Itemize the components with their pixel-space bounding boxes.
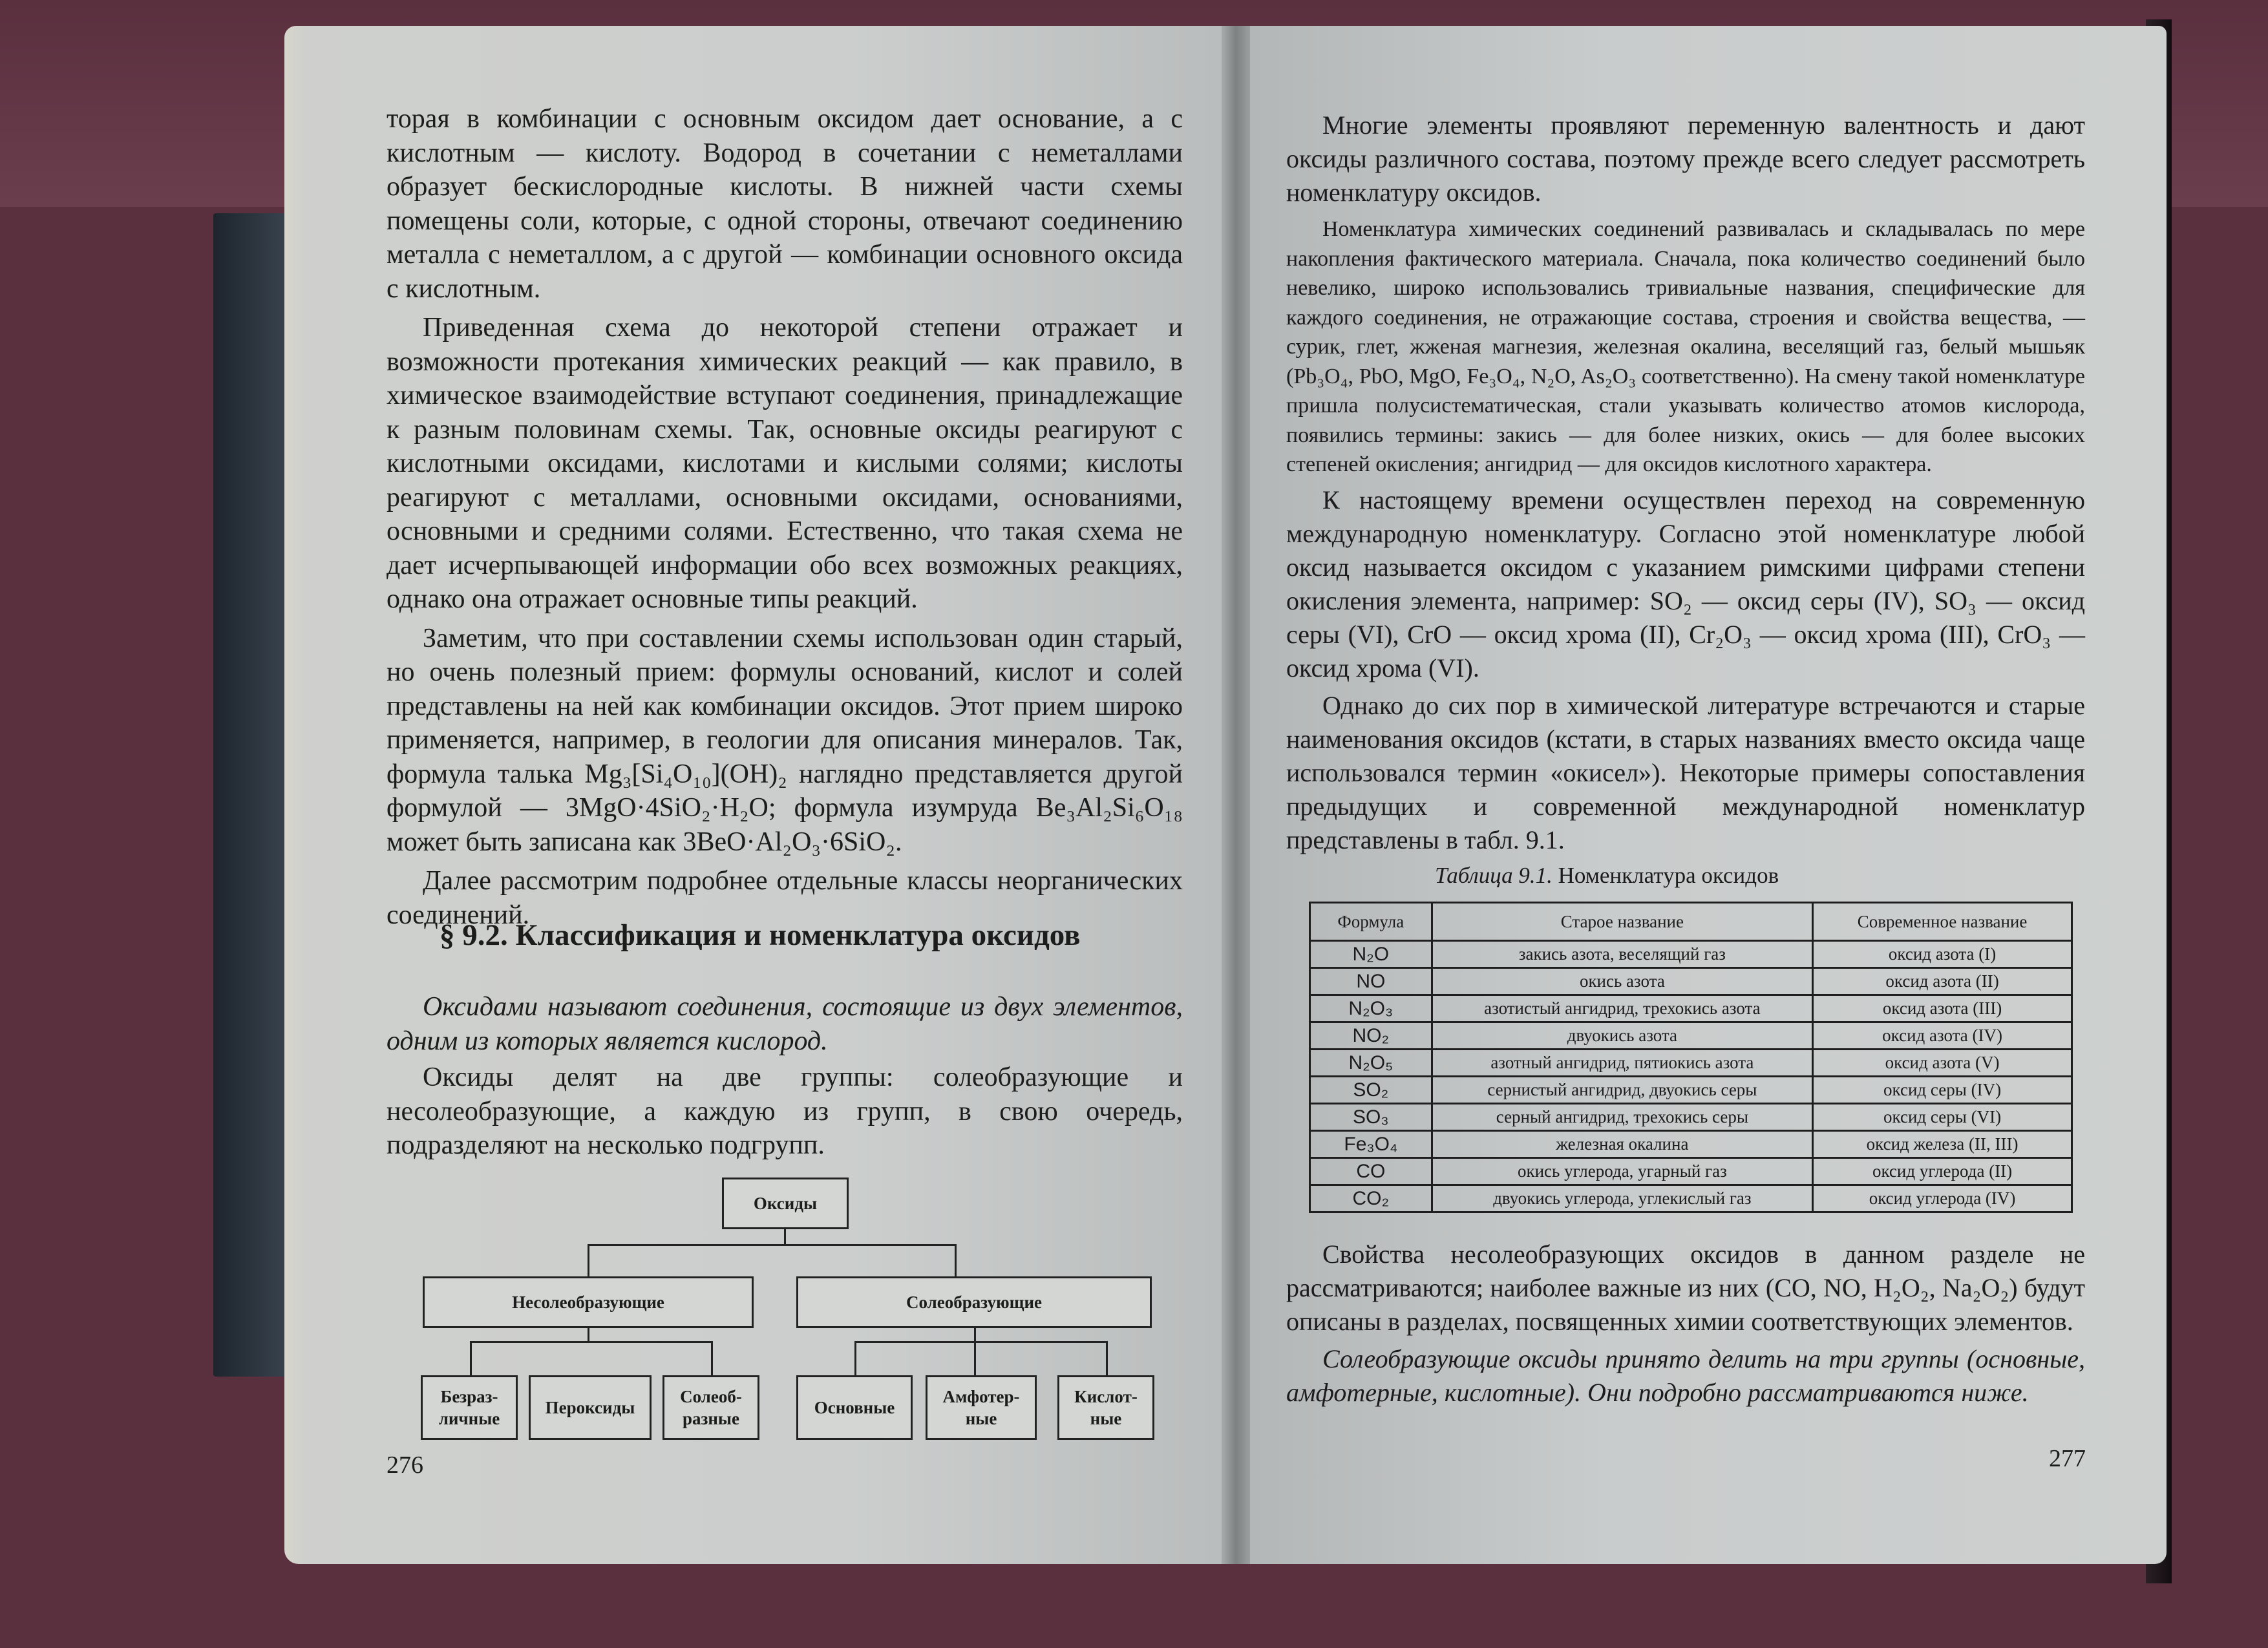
paragraph: Заметим, что при составлении схемы использован один старый, но очень полезный прием: формулы оснований, кислот и солей представлены на ней как комбинации оксидов. Этот прием широко применяется, например, в геологии для описания минералов. Так, формула талька Mg₃[Si₄O₁₀](OH)₂ наглядно представляется другой формулой — 3MgO·4SiO₂·H₂O; формула изумруда Be₃Al₂Si₆O₁₈ может быть записана как 3BeO·Al₂O₃·6SiO₂.: [387, 623, 1183, 857]
diagram-connector: [470, 1341, 472, 1377]
diagram-connector: [854, 1341, 1108, 1343]
table-cell: двуокись углерода, углекислый газ: [1432, 1185, 1813, 1212]
table-cell: оксид азота (V): [1813, 1050, 2072, 1077]
left-page-text: [387, 102, 1183, 932]
diagram-leaf-peroxides: Пероксиды: [529, 1375, 652, 1440]
table-cell: оксид азота (I): [1813, 941, 2072, 968]
paragraph: Приведенная схема до некоторой степени отражает и возможности протекания химических реакций — как правило, в химическое взаимодействие вступают соединения, принадлежащие к разным половинам схемы. Так, основные оксиды реагируют с кислотными оксидами, кислотами и кислыми солями; кислоты реагируют с металлами, основными оксидами, основаниями, основными и средними солями. Естественно, что такая схема не дает исчерпывающей информации обо всех возможных реакциях, однако она отражает основные типы реакций.: [387, 313, 1183, 614]
table-header: Формула: [1310, 903, 1432, 941]
table-row: [1310, 1077, 2072, 1104]
paragraph: Свойства несолеобразующих оксидов в данном разделе не рассматриваются; наиболее важные из них (CO, NO, H₂O₂, Na₂O₂) будут описаны в разделах, посвященных химии соответствующих элементов.: [1286, 1240, 2085, 1336]
table-cell: NO: [1310, 968, 1432, 995]
right-page-text-lower: [1286, 1238, 2085, 1410]
table-cell: оксид азота (II): [1813, 968, 2072, 995]
paragraph: Солеобразующие оксиды принято делить на три группы (основные, амфотерные, кислотные). Они подробно рассматриваются ниже.: [1286, 1344, 2085, 1407]
table-header: Старое название: [1432, 903, 1813, 941]
paragraph: Однако до сих пор в химической литературе встречаются и старые наименования оксидов (кстати, в старых названиях вместо оксида чаще использовался термин «окисел»). Некоторые примеры сопоставления предыдущих и современной международной номенклатур представлены в табл. 9.1.: [1286, 690, 2085, 854]
diagram-leaf-basic: Основные: [796, 1375, 913, 1440]
table-cell: окись азота: [1432, 968, 1813, 995]
table-row: [1310, 1104, 2072, 1131]
table-cell: серный ангидрид, трехокись серы: [1432, 1104, 1813, 1131]
paragraph: К настоящему времени осуществлен переход на современную международную номенклатуру. Согласно этой номенклатуре любой оксид называется оксидом с указанием римскими цифрами степени окисления элемента, например: SO₂ — оксид серы (IV), SO₃ — оксид серы (VI), CrO — оксид хрома (II), Cr₂O₃ — оксид хрома (III), CrO₃ — оксид хрома (VI).: [1286, 485, 2085, 682]
diagram-connector: [974, 1328, 976, 1342]
diagram-connector: [588, 1244, 957, 1246]
table-cell: оксид азота (IV): [1813, 1022, 2072, 1050]
table-caption-text: Номенклатура оксидов: [1558, 863, 1779, 888]
paragraph: Многие элементы проявляют переменную валентность и дают оксиды различного состава, поэтому прежде всего следует рассмотреть номенклатуру оксидов.: [1286, 111, 2085, 207]
table-cell: железная окалина: [1432, 1131, 1813, 1158]
table-cell: оксид железа (II, III): [1813, 1131, 2072, 1158]
table-cell: окись углерода, угарный газ: [1432, 1158, 1813, 1185]
table-row: [1310, 1158, 2072, 1185]
table-header: Современное название: [1813, 903, 2072, 941]
diagram-connector: [1106, 1341, 1108, 1377]
table-row: [1310, 995, 2072, 1022]
diagram-group-non-salt: Несолеобразующие: [423, 1276, 754, 1328]
book-gutter: [1222, 26, 1250, 1564]
right-page-text: [1286, 109, 2085, 857]
table-row: [1310, 968, 2072, 995]
diagram-leaf-salt-like: Солеоб- разные: [662, 1375, 759, 1440]
diagram-connector: [784, 1229, 786, 1245]
table-cell: SO₃: [1310, 1104, 1432, 1131]
table-cell: оксид серы (VI): [1813, 1104, 2072, 1131]
diagram-connector: [588, 1328, 589, 1342]
diagram-connector: [711, 1341, 713, 1377]
table-cell: оксид углерода (IV): [1813, 1185, 2072, 1212]
table-cell: N₂O: [1310, 941, 1432, 968]
table-cell: NO₂: [1310, 1022, 1432, 1050]
table-cell: азотный ангидрид, пятиокись азота: [1432, 1050, 1813, 1077]
table-header-row: [1310, 903, 2072, 941]
diagram-connector: [974, 1341, 976, 1377]
section-title: § 9.2. Классификация и номенклатура оксидов: [440, 918, 1081, 952]
page-number-left: 276: [387, 1452, 423, 1479]
diagram-connector: [470, 1341, 713, 1343]
paragraph: Номенклатура химических соединений развивалась и складывалась по мере накопления фактического материала. Сначала, пока количество соединений было невелико, широко использовались тривиальные названия, специфические для каждого соединения, не отражающие состава, строения и свойства вещества, — сурик, глет, жженая магнезия, железная окалина, веселящий газ, белый мышьяк (Pb₃O₄, PbO, MgO, Fe₃O₄, N₂O, As₂O₃ соответственно). На смену такой номенклатуре пришла полусистематическая, стали указывать количество атомов кислорода, появились термины: закись — для более низких, окись — для более высоких степеней окисления; ангидрид — для оксидов кислотного характера.: [1286, 217, 2085, 476]
diagram-leaf-acidic: Кислот- ные: [1057, 1375, 1154, 1440]
table-cell: азотистый ангидрид, трехокись азота: [1432, 995, 1813, 1022]
table-cell: N₂O₃: [1310, 995, 1432, 1022]
table-cell: CO: [1310, 1158, 1432, 1185]
diagram-connector: [588, 1244, 589, 1278]
page-number-right: 277: [2049, 1445, 2086, 1472]
table-cell: CO₂: [1310, 1185, 1432, 1212]
paragraph: торая в комбинации с основным оксидом дает основание, а с кислотным — кислоту. Водород в сочетании с неметаллами образует бескислородные кислоты. В нижней части схемы помещены соли, которые, с одной стороны, отвечают соединению металла с неметаллом, а с другой — комбинации основного оксида с кислотным.: [387, 104, 1183, 304]
table-row: [1310, 1185, 2072, 1212]
diagram-group-salt: Солеобразующие: [796, 1276, 1152, 1328]
table-cell: сернистый ангидрид, двуокись серы: [1432, 1077, 1813, 1104]
table-cell: Fe₃O₄: [1310, 1131, 1432, 1158]
table-cell: двуокись азота: [1432, 1022, 1813, 1050]
oxide-nomenclature-table: [1309, 902, 2073, 1213]
table-caption-label: Таблица 9.1.: [1435, 863, 1553, 888]
table-cell: закись азота, веселящий газ: [1432, 941, 1813, 968]
table-row: [1310, 941, 2072, 968]
table-row: [1310, 1022, 2072, 1050]
table-cell: оксид серы (IV): [1813, 1077, 2072, 1104]
paragraph: Далее рассмотрим подробнее отдельные классы неорганических соединений.: [387, 866, 1183, 930]
diagram-connector: [854, 1341, 856, 1377]
diagram-leaf-amphoteric: Амфотер- ные: [926, 1375, 1037, 1440]
left-page-text-lower: [387, 990, 1183, 1163]
table-cell: N₂O₅: [1310, 1050, 1432, 1077]
diagram-root-box: Оксиды: [722, 1178, 849, 1229]
paragraph: Оксиды делят на две группы: солеобразующие и несолеобразующие, а каждую из групп, в свою очередь, подразделяют на несколько подгрупп.: [387, 1062, 1183, 1160]
table-caption: [1435, 863, 1779, 889]
diagram-leaf-indifferent: Безраз- личные: [421, 1375, 518, 1440]
table-row: [1310, 1050, 2072, 1077]
definition: Оксидами называют соединения, состоящие из двух элементов, одним из которых является кислород.: [387, 992, 1183, 1056]
table-cell: оксид углерода (II): [1813, 1158, 2072, 1185]
table-cell: оксид азота (III): [1813, 995, 2072, 1022]
table-cell: SO₂: [1310, 1077, 1432, 1104]
diagram-connector: [955, 1244, 957, 1278]
table-row: [1310, 1131, 2072, 1158]
